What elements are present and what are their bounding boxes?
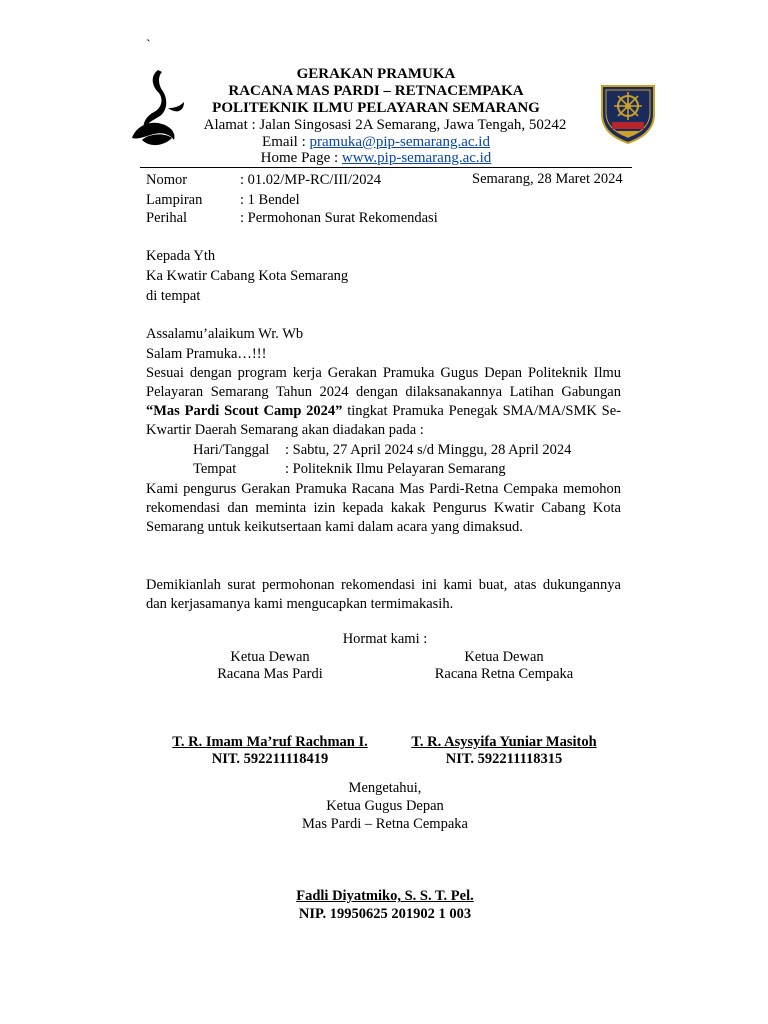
acknowledge-nip: NIP. 19950625 201902 1 003 bbox=[298, 906, 472, 922]
event-place-row bbox=[193, 460, 506, 479]
lampiran-value: : 1 Bendel bbox=[240, 192, 300, 208]
letter-date: Semarang, 28 Maret 2024 bbox=[472, 171, 623, 187]
letterhead-divider bbox=[140, 167, 632, 168]
signer-left-nit: NIT. 592211118419 bbox=[211, 751, 329, 767]
paragraph-request: Kami pengurus Gerakan Pramuka Racana Mas Pardi-Retna Cempaka memohon rekomendasi dan meminta izin kepada kakak Pengurus Kwatir Cabang Kota Semarang untuk keikutsertaan kami dalam acara yang dimaksud. bbox=[146, 481, 621, 535]
greeting-pramuka: Salam Pramuka…!!! bbox=[146, 346, 267, 362]
event-date-row bbox=[193, 441, 571, 460]
recipient-line1: Kepada Yth bbox=[146, 248, 216, 264]
greeting-salam: Assalamu’alaikum Wr. Wb bbox=[146, 326, 304, 342]
paragraph-intro-b: tingkat Pramuka Penegak SMA/MA/SMK Se-Kwartir Daerah Semarang akan diadakan pada : bbox=[146, 403, 621, 438]
lampiran-label: Lampiran bbox=[146, 192, 203, 208]
signer-right-name: T. R. Asysyifa Yuniar Masitoh bbox=[411, 734, 597, 750]
email-label: Email : bbox=[262, 134, 310, 150]
nomor-value: : 01.02/MP-RC/III/2024 bbox=[240, 172, 381, 188]
homepage-label: Home Page : bbox=[260, 150, 342, 166]
event-date-value: : Sabtu, 27 April 2024 s/d Minggu, 28 April 2024 bbox=[285, 442, 572, 458]
perihal-value: : Permohonan Surat Rekomendasi bbox=[240, 210, 438, 226]
acknowledge-title: Ketua Gugus Depan bbox=[326, 798, 444, 814]
meta-nomor bbox=[146, 171, 381, 189]
acknowledge-name: Fadli Diyatmiko, S. S. T. Pel. bbox=[296, 888, 474, 904]
acknowledge-label: Mengetahui, bbox=[348, 780, 422, 796]
event-place-label: Tempat bbox=[193, 461, 237, 477]
meta-lampiran bbox=[146, 191, 300, 209]
signer-right-title1: Ketua Dewan bbox=[464, 649, 544, 665]
recipient-line2: Ka Kwatir Cabang Kota Semarang bbox=[146, 268, 349, 284]
paragraph-closing: Demikianlah surat permohonan rekomendasi ini kami buat, atas dukungannya dan kerjasamanya kami mengucapkan termimakasih. bbox=[146, 577, 621, 612]
letterhead-address: Alamat : Jalan Singosasi 2A Semarang, Jawa Tengah, 50242 bbox=[203, 117, 567, 133]
acknowledge-unit: Mas Pardi – Retna Cempaka bbox=[302, 816, 468, 832]
signer-left-title1: Ketua Dewan bbox=[230, 649, 310, 665]
letterhead-racana: RACANA MAS PARDI – RETNACEMPAKA bbox=[228, 83, 524, 99]
letterhead-homepage bbox=[180, 150, 572, 167]
homepage-link[interactable]: www.pip-semarang.ac.id bbox=[341, 150, 492, 166]
closing-salutation: Hormat kami : bbox=[342, 631, 428, 647]
signer-left-title2: Racana Mas Pardi bbox=[217, 666, 323, 682]
event-date-label: Hari/Tanggal bbox=[193, 442, 270, 458]
paragraph-intro-a: Sesuai dengan program kerja Gerakan Pramuka Gugus Depan Politeknik Ilmu Pelayaran Semarang Tahun 2024 dengan dilaksanakannya Latihan Gabungan bbox=[146, 365, 621, 400]
stray-mark: ` bbox=[146, 38, 151, 53]
event-place-value: : Politeknik Ilmu Pelayaran Semarang bbox=[285, 461, 506, 477]
paragraph-intro bbox=[146, 364, 621, 440]
letterhead-org: GERAKAN PRAMUKA bbox=[296, 66, 456, 82]
letterhead-institution: POLITEKNIK ILMU PELAYARAN SEMARANG bbox=[212, 100, 540, 116]
letterhead-email bbox=[180, 134, 572, 151]
scout-tunas-kelapa-logo bbox=[128, 68, 186, 148]
signer-right-nit: NIT. 592211118315 bbox=[445, 751, 563, 767]
event-name: “Mas Pardi Scout Camp 2024” bbox=[146, 403, 343, 419]
signer-left-name: T. R. Imam Ma’ruf Rachman I. bbox=[172, 734, 368, 750]
nomor-label: Nomor bbox=[146, 172, 188, 188]
recipient-line3: di tempat bbox=[146, 288, 201, 304]
meta-perihal bbox=[146, 209, 438, 227]
pip-semarang-emblem-icon bbox=[598, 80, 658, 144]
email-link[interactable]: pramuka@pip-semarang.ac.id bbox=[309, 134, 490, 150]
perihal-label: Perihal bbox=[146, 210, 188, 226]
signer-right-title2: Racana Retna Cempaka bbox=[434, 666, 574, 682]
